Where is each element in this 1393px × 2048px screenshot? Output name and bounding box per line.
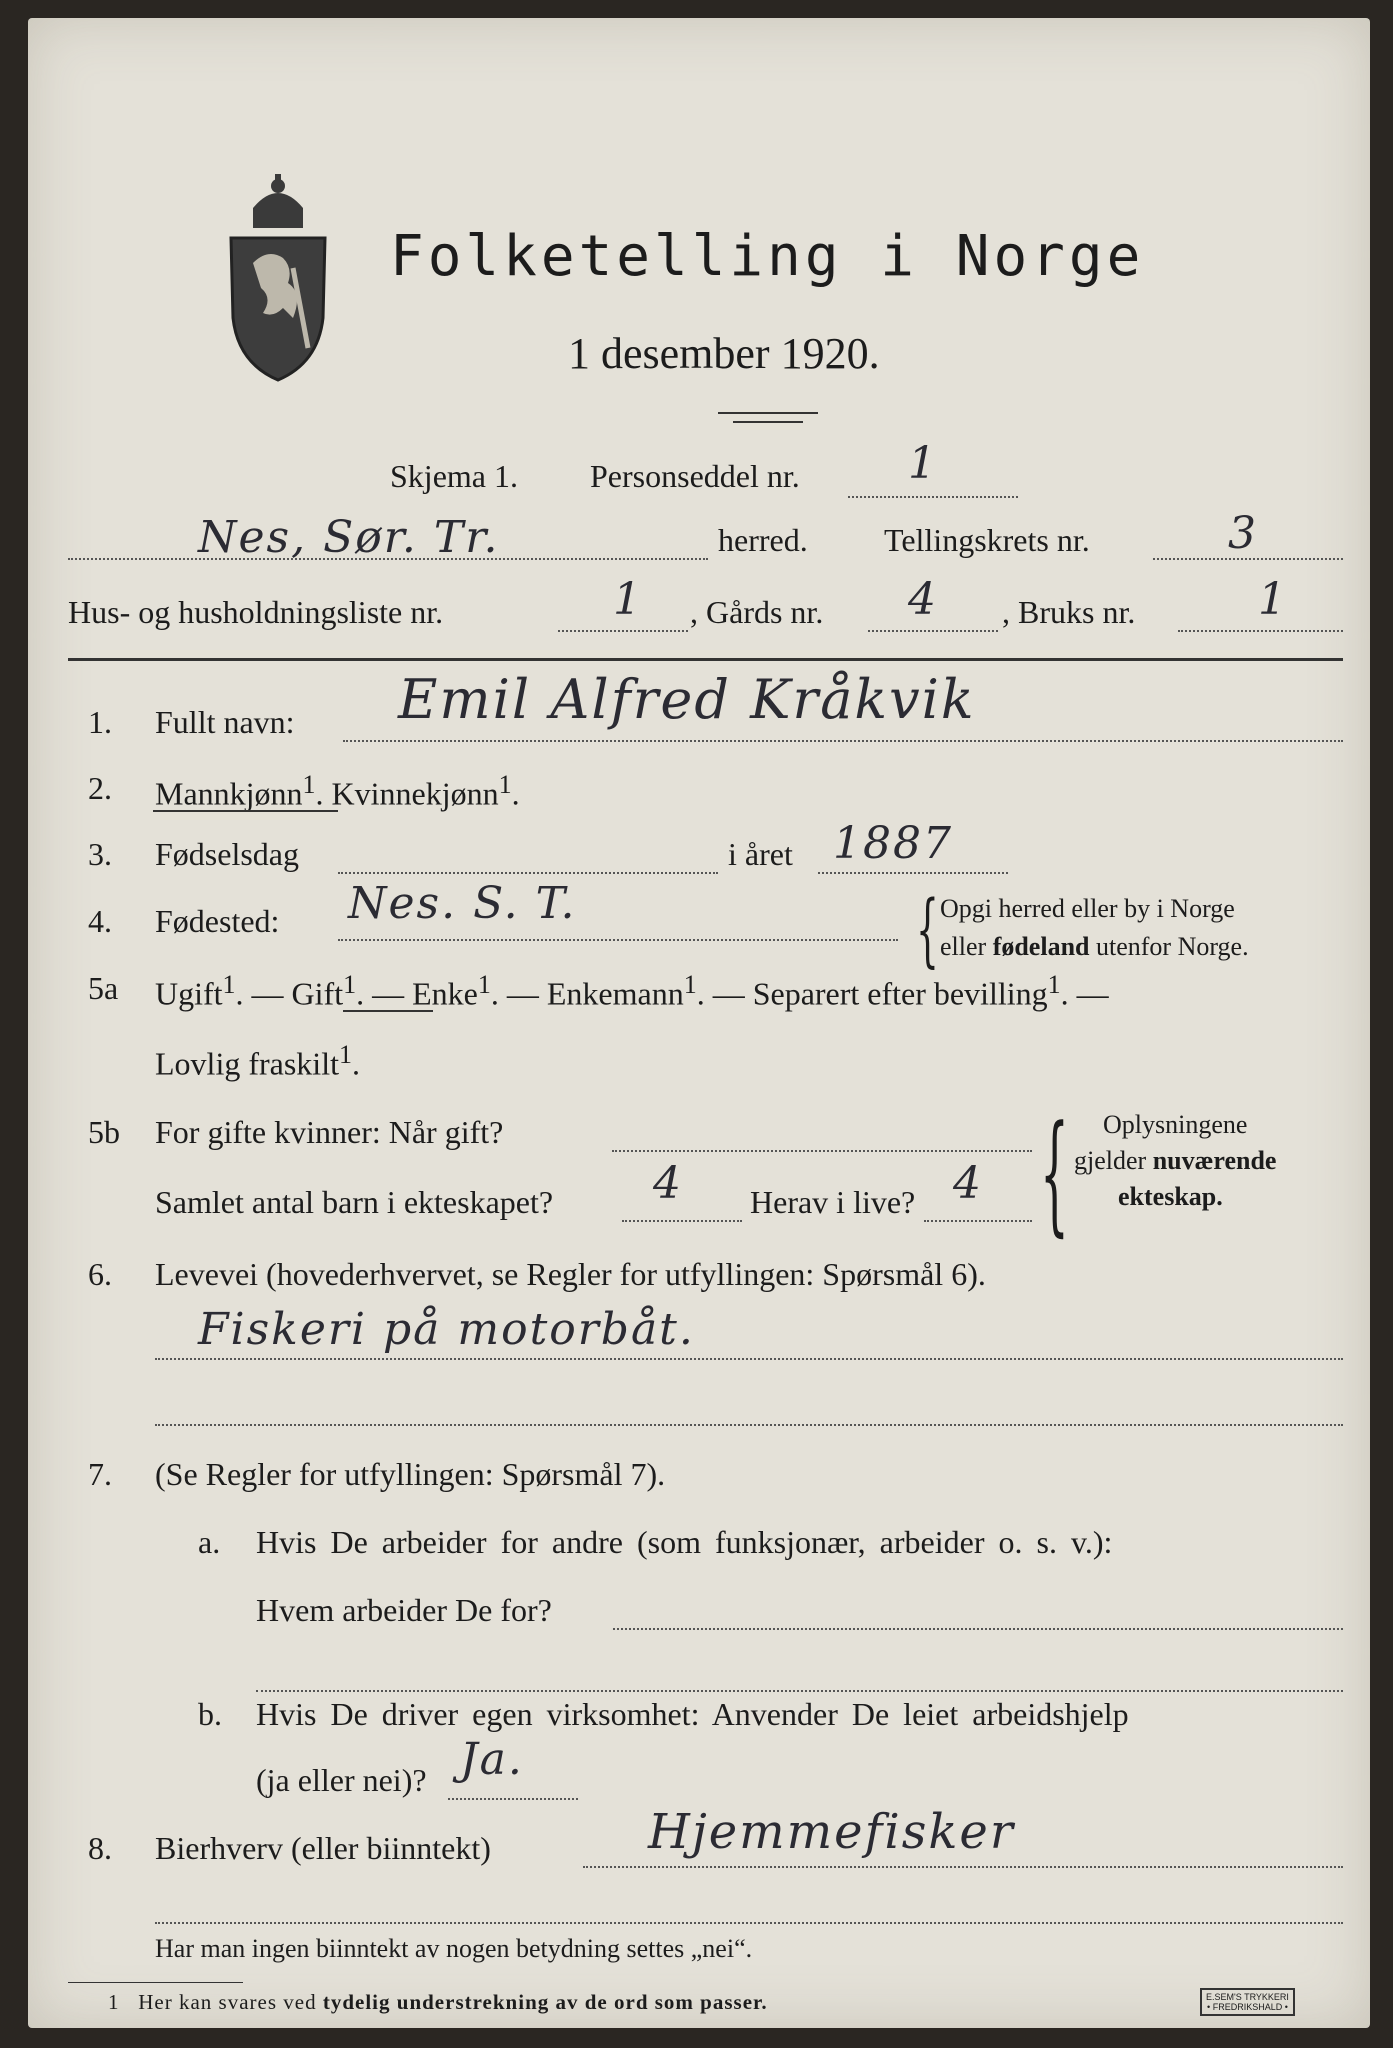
q8-line (583, 1866, 1343, 1868)
q4-line (338, 939, 898, 941)
personseddel-label: Personseddel nr. (590, 458, 800, 494)
q3-number: 3. (88, 836, 112, 872)
form-date: 1 desember 1920. (568, 329, 880, 378)
form-title: Folketelling i Norge (390, 224, 1145, 289)
q4-note-line2: eller fødeland utenfor Norge. (940, 932, 1249, 961)
q7-label: (Se Regler for utfyllingen: Spørsmål 7). (155, 1456, 666, 1492)
printer-stamp: E.SEM'S TRYKKERI • FREDRIKSHALD • (1200, 1988, 1295, 2016)
q7b-value: Ja. (460, 1734, 524, 1785)
census-form (28, 18, 1370, 2028)
q4-brace: { (916, 883, 939, 976)
q5b-barn-value: 4 (653, 1158, 683, 1209)
q5b-line1-label: For gifte kvinner: Når gift? (155, 1114, 504, 1150)
q8-line-2 (155, 1922, 1343, 1924)
bruks-value: 1 (1258, 574, 1288, 625)
q6-line2 (155, 1424, 1343, 1426)
title-divider-2 (733, 421, 803, 423)
skjema-label: Skjema 1. (390, 458, 518, 494)
q5b-live-value: 4 (953, 1158, 983, 1209)
title-divider (718, 412, 818, 414)
hus-label: Hus- og husholdningsliste nr. (68, 594, 444, 630)
q6-label: Levevei (hovederhvervet, se Regler for utfyllingen: Spørsmål 6). (155, 1256, 986, 1292)
herred-line (68, 558, 708, 560)
header-rule (68, 658, 1343, 661)
q2-number: 2. (88, 770, 112, 806)
hus-line (558, 630, 688, 632)
q1-value: Emil Alfred Kråkvik (398, 668, 976, 731)
q5a-line2: Lovlig fraskilt$^1$. (155, 1040, 360, 1082)
q3-year-line (818, 872, 1008, 874)
coat-of-arms-icon (223, 168, 333, 383)
footnote: 1 Her kan svares ved tydelig understrekning av de ord som passer. (108, 1990, 768, 2014)
q7a-line1: Hvis De arbeider for andre (som funksjonær, arbeider o. s. v.): (256, 1524, 1113, 1560)
q5a-gift: Gift (291, 975, 344, 1012)
q5b-live-label: Herav i live? (750, 1184, 916, 1220)
q5a-number: 5a (88, 970, 119, 1006)
q1-number: 1. (88, 704, 112, 740)
q3-year-label: i året (728, 836, 793, 872)
personseddel-line (848, 496, 1018, 498)
q8-label: Bierhverv (eller biinntekt) (155, 1830, 491, 1866)
q5b-gift-line (612, 1150, 1032, 1152)
q7a-line2: Hvem arbeider De for? (256, 1592, 552, 1628)
q7b-number: b. (198, 1696, 222, 1732)
tellingskrets-value: 3 (1228, 508, 1258, 559)
q2-kvinne: Kvinnekjønn (331, 775, 499, 812)
q8-number: 8. (88, 1830, 112, 1866)
gards-line (868, 630, 998, 632)
q5b-note3: ekteskap. (1118, 1182, 1223, 1211)
tellingskrets-label: Tellingskrets nr. (884, 522, 1090, 558)
q7b-line (448, 1798, 578, 1800)
q5b-live-line (924, 1220, 1032, 1222)
personseddel-value: 1 (908, 438, 938, 489)
q1-line (343, 740, 1343, 742)
q2-options: Mannkjønn$^1$. Kvinnekjønn$^1$. (155, 770, 520, 812)
q6-number: 6. (88, 1256, 112, 1292)
q5b-barn-label: Samlet antal barn i ekteskapet? (155, 1184, 554, 1220)
q5b-brace: { (1040, 1097, 1069, 1249)
q3-label: Fødselsdag (155, 836, 299, 872)
q5b-note2: gjelder nuværende (1074, 1146, 1277, 1175)
q4-label: Fødested: (155, 903, 280, 939)
q7a-number: a. (198, 1524, 221, 1560)
q3-day-line (338, 872, 718, 874)
q1-label: Fullt navn: (155, 704, 295, 740)
q2-mann: Mannkjønn (155, 775, 303, 812)
herred-value: Nes, Sør. Tr. (198, 512, 500, 563)
footnote-rule (68, 1982, 243, 1983)
q7b-line1: Hvis De driver egen virksomhet: Anvender De leiet arbeidshjelp (256, 1696, 1129, 1732)
q2-mann-underline (153, 810, 338, 812)
q5b-note1: Oplysningene (1103, 1110, 1248, 1139)
q8-value: Hjemmefisker (648, 1804, 1015, 1860)
q8-note: Har man ingen biinntekt av nogen betydning settes „nei“. (155, 1934, 753, 1963)
q4-note-line1: Opgi herred eller by i Norge (940, 894, 1235, 923)
hus-value: 1 (613, 574, 643, 625)
q5b-number: 5b (88, 1114, 120, 1150)
q5a-line1: Ugift$^1$. — Gift$^1$. — Enke$^1$. — Enkemann$^1$. — Separert efter bevilling$^1$. — (155, 970, 1109, 1012)
q4-number: 4. (88, 903, 112, 939)
q6-value: Fiskeri på motorbåt. (198, 1304, 695, 1355)
q3-year-value: 1887 (833, 818, 953, 869)
bruks-line (1178, 630, 1343, 632)
q5b-barn-line (622, 1220, 742, 1222)
gards-value: 4 (908, 574, 938, 625)
q4-value: Nes. S. T. (348, 878, 577, 929)
q7b-line2: (ja eller nei)? (256, 1762, 427, 1798)
bruks-label: , Bruks nr. (1002, 594, 1136, 630)
q7a-line (613, 1628, 1343, 1630)
q7a-line-2 (256, 1690, 1343, 1692)
gards-label: , Gårds nr. (690, 594, 824, 630)
q7-number: 7. (88, 1456, 112, 1492)
q5a-gift-underline (343, 1010, 433, 1012)
herred-label: herred. (718, 522, 808, 558)
q6-line1 (155, 1358, 1343, 1360)
